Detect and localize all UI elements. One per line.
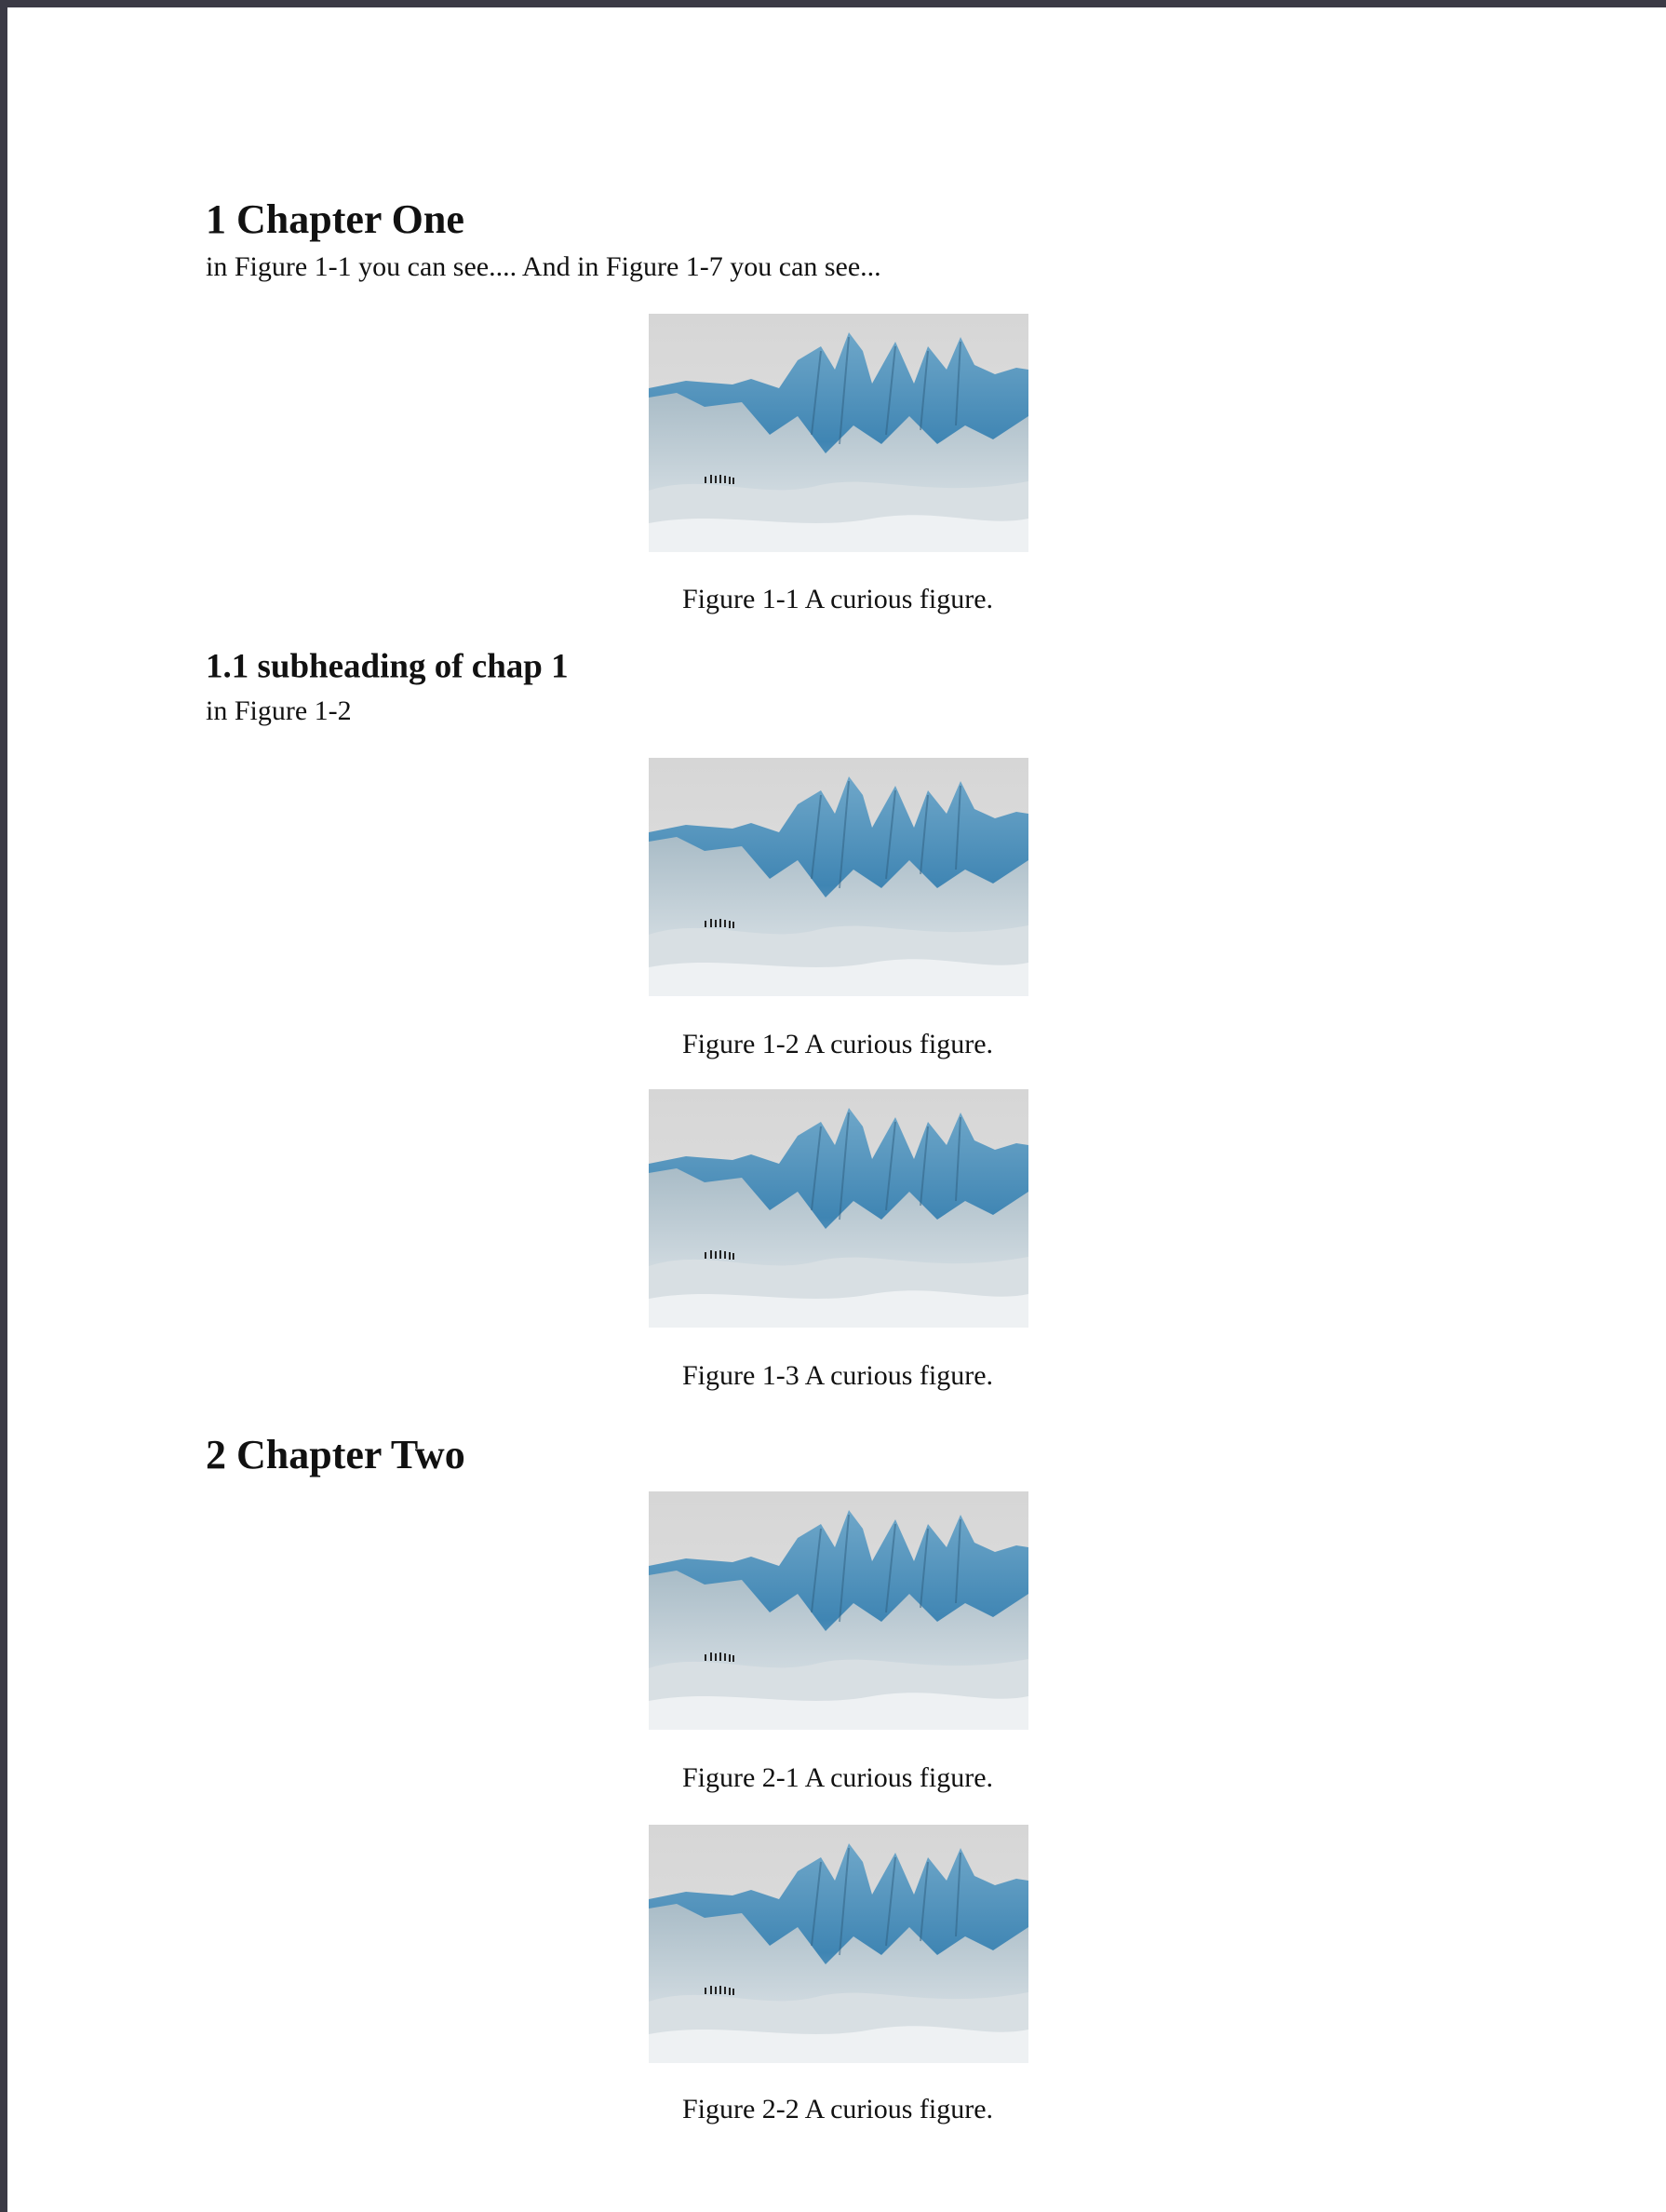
paragraph: in Figure 1-1 you can see.... And in Figure 1-7 you can see... xyxy=(206,251,881,282)
chapter-heading: 1 Chapter One xyxy=(206,196,464,242)
figure-image xyxy=(649,314,1028,552)
figure-image xyxy=(649,1491,1028,1730)
figure-caption: Figure 2-2 A curious figure. xyxy=(681,2094,994,2124)
figure-image xyxy=(649,1825,1028,2063)
subheading: 1.1 subheading of chap 1 xyxy=(206,647,569,686)
figure-caption: Figure 1-3 A curious figure. xyxy=(681,1360,994,1391)
figure-caption: Figure 1-2 A curious figure. xyxy=(681,1029,994,1059)
figure-image xyxy=(649,1089,1028,1328)
window-left-border xyxy=(0,0,7,2212)
figure-caption: Figure 2-1 A curious figure. xyxy=(681,1762,994,1793)
figure-image xyxy=(649,758,1028,996)
chapter-heading: 2 Chapter Two xyxy=(206,1432,465,1477)
figure-caption: Figure 1-1 A curious figure. xyxy=(681,584,994,614)
window-top-border xyxy=(0,0,1666,7)
paragraph: in Figure 1-2 xyxy=(206,695,352,726)
